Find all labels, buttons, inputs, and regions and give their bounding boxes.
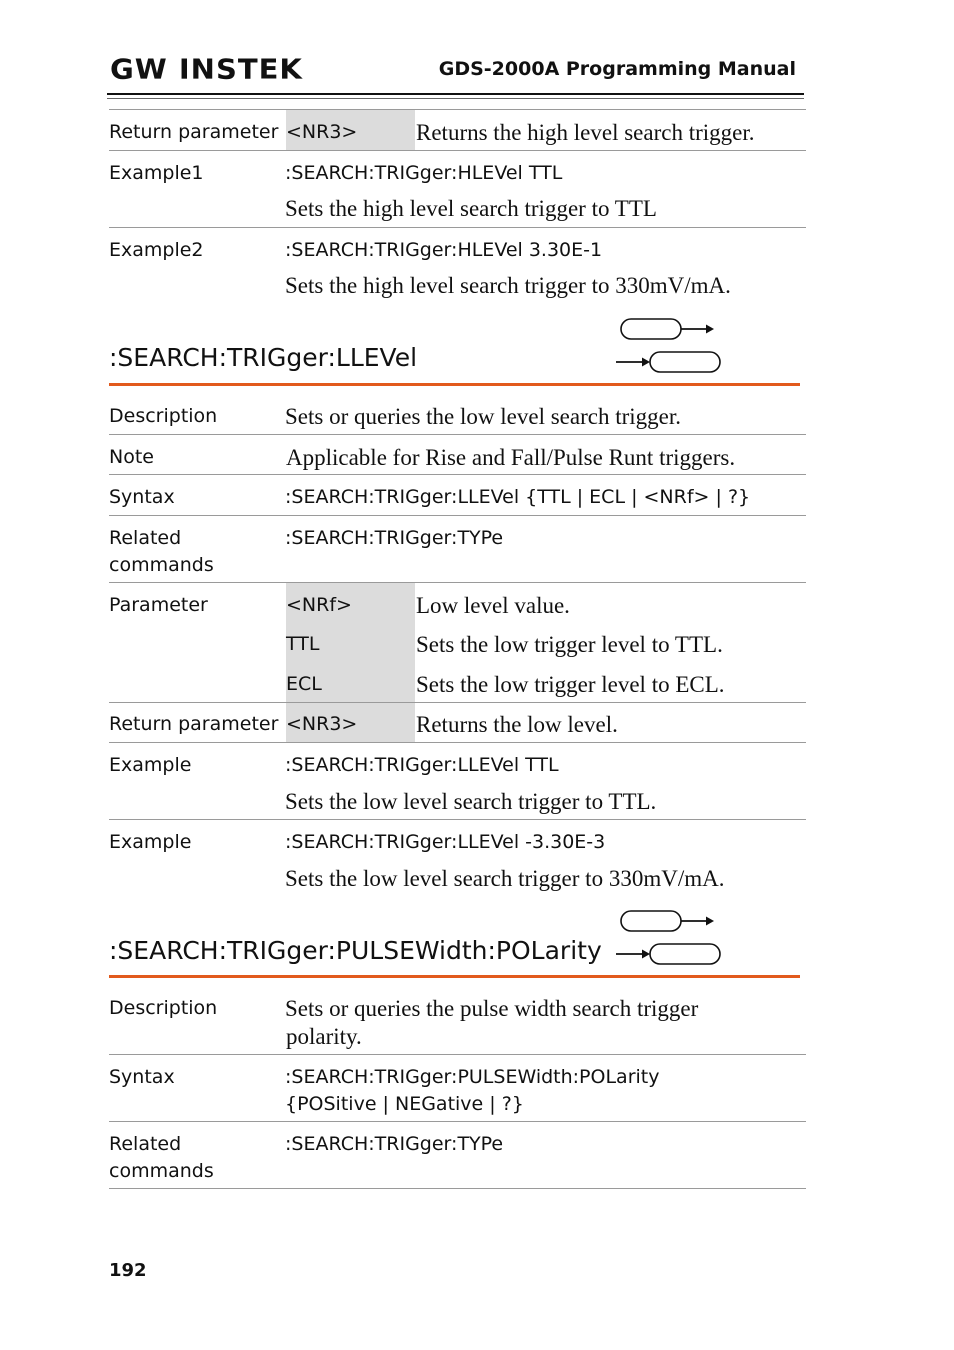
row-label: Syntax (109, 1066, 175, 1088)
page-number: 192 (109, 1260, 147, 1281)
row-label: Syntax (109, 486, 175, 508)
syntax-text: {POSitive | NEGative | ?} (285, 1093, 524, 1115)
set-query-icons (614, 907, 724, 967)
header-rule-top (107, 93, 804, 95)
syntax-row (109, 1055, 806, 1122)
parameter-row (109, 583, 806, 703)
example-command: :SEARCH:TRIGger:HLEVel 3.30E-1 (285, 239, 603, 261)
param-name: <NRf> (286, 594, 352, 616)
param-desc: Sets the low trigger level to ECL. (416, 672, 725, 697)
param-name: <NR3> (286, 121, 358, 143)
example-desc: Sets the low level search trigger to TTL. (285, 789, 657, 814)
row-label: commands (109, 554, 214, 576)
note-text: Applicable for Rise and Fall/Pulse Runt triggers. (286, 445, 736, 470)
row-label: Example (109, 831, 192, 853)
row-label: Description (109, 997, 218, 1019)
note-row (109, 435, 806, 475)
description-row (109, 986, 806, 1055)
description-text: Sets or queries the pulse width search trigger (285, 996, 699, 1021)
param-desc: Low level value. (416, 593, 570, 618)
example-command: :SEARCH:TRIGger:LLEVel TTL (285, 754, 559, 776)
example-row (109, 820, 806, 900)
row-label: Example (109, 754, 192, 776)
param-desc: Sets the low trigger level to TTL. (416, 632, 723, 657)
example-desc: Sets the high level search trigger to TTL (285, 196, 657, 221)
example-command: :SEARCH:TRIGger:HLEVel TTL (285, 162, 563, 184)
param-name: ECL (286, 673, 322, 695)
syntax-row (109, 475, 806, 516)
param-desc: Returns the low level. (416, 712, 618, 737)
row-label: Return parameter (109, 713, 279, 735)
set-arrow-icon (621, 911, 714, 931)
param-name: TTL (286, 633, 320, 655)
related-command: :SEARCH:TRIGger:TYPe (285, 527, 504, 549)
manual-title: GDS-2000A Programming Manual (438, 58, 796, 80)
example-row (109, 743, 806, 820)
description-text: polarity. (286, 1024, 362, 1049)
row-label: Note (109, 446, 154, 468)
query-arrow-icon (616, 352, 720, 372)
row-label: Example2 (109, 239, 204, 261)
row-label: Related (109, 1133, 182, 1155)
return-parameter-row (109, 703, 806, 743)
related-commands-row (109, 1122, 806, 1189)
syntax-text: :SEARCH:TRIGger:PULSEWidth:POLarity (285, 1066, 660, 1088)
row-label: commands (109, 1160, 214, 1182)
row-label: Return parameter (109, 121, 279, 143)
param-name: <NR3> (286, 713, 358, 735)
section-title-llevel: :SEARCH:TRIGger:LLEVel (109, 343, 418, 372)
set-arrow-icon (621, 319, 714, 339)
example2-row (109, 228, 806, 308)
example-desc: Sets the high level search trigger to 330mV/mA. (285, 273, 731, 298)
brand-logo: GW INSTEK (110, 52, 303, 86)
row-label: Example1 (109, 162, 204, 184)
related-commands-row (109, 516, 806, 583)
row-label: Parameter (109, 594, 208, 616)
row-label: Related (109, 527, 182, 549)
section-title-polarity: :SEARCH:TRIGger:PULSEWidth:POLarity (109, 936, 602, 965)
syntax-text: :SEARCH:TRIGger:LLEVel {TTL | ECL | <NRf> | ?} (285, 486, 751, 508)
related-command: :SEARCH:TRIGger:TYPe (285, 1133, 504, 1155)
row-label: Description (109, 405, 218, 427)
example-desc: Sets the low level search trigger to 330mV/mA. (285, 866, 725, 891)
description-text: Sets or queries the low level search trigger. (285, 404, 681, 429)
description-row (109, 394, 806, 435)
example1-row (109, 151, 806, 228)
header-rule-bottom (107, 98, 804, 99)
example-command: :SEARCH:TRIGger:LLEVel -3.30E-3 (285, 831, 606, 853)
query-arrow-icon (616, 944, 720, 964)
set-query-icons (614, 315, 724, 375)
section-rule (109, 975, 800, 978)
return-parameter-row (109, 110, 806, 151)
param-desc: Returns the high level search trigger. (416, 120, 755, 145)
section-rule (109, 383, 800, 386)
